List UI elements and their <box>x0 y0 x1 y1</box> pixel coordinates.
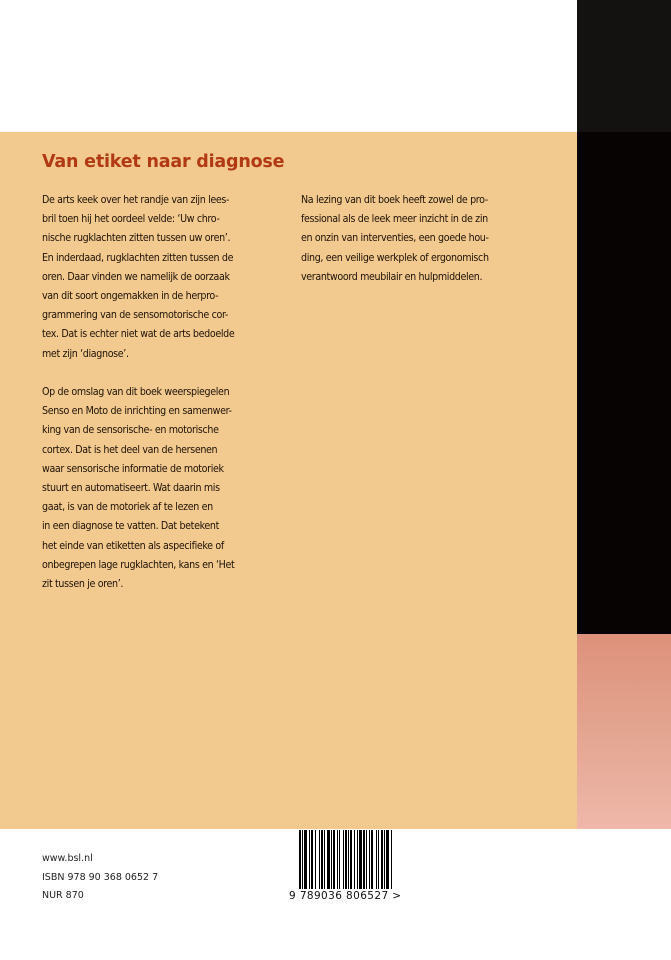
text-line: in een diagnose te vatten. Dat betekent <box>42 520 219 533</box>
text-line: bril toen hij het oordeel velde: ‘Uw chro- <box>42 213 220 226</box>
text-line: king van de sensorische- en motorische <box>42 424 219 437</box>
text-line: onbegrepen lage rugklachten, kans en ‘Het <box>42 558 235 571</box>
text-line: verantwoord meubilair en hulpmiddelen. <box>301 270 483 283</box>
paragraph-2 <box>42 383 292 594</box>
isbn-number: ISBN 978 90 368 0652 7 <box>42 871 159 883</box>
nur-code: NUR 870 <box>42 890 84 901</box>
top-white-area <box>0 0 577 132</box>
publisher-info <box>42 850 158 906</box>
text-line: De arts keek over het randje van zijn lees- <box>42 194 230 206</box>
text-line: Senso en Moto de inrichting en samenwer- <box>42 405 232 418</box>
side-strip-dark-grey <box>577 0 671 132</box>
barcode-digits: 9 789036 806527 > <box>289 890 402 902</box>
paragraph-1 <box>42 191 292 364</box>
text-line: oren. Daar vinden we namelijk de oorzaak <box>42 270 230 283</box>
text-line: tex. Dat is echter niet wat de arts bedoelde <box>42 328 235 341</box>
text-line: cortex. Dat is het deel van de hersenen <box>42 443 218 456</box>
text-line: met zijn ‘diagnose’. <box>42 347 129 360</box>
book-title: Van etiket naar diagnose <box>42 152 285 172</box>
text-line: fessional als de leek meer inzicht in de zin <box>301 213 488 226</box>
text-line: het einde van etiketten als aspecifieke of <box>42 539 224 552</box>
text-line: grammering van de sensomotorische cor- <box>42 309 228 322</box>
side-strip-black <box>577 132 671 634</box>
paragraph-3 <box>301 191 571 287</box>
text-line: nische rugklachten zitten tussen uw oren’. <box>42 232 231 245</box>
text-line: stuurt en automatiseert. Wat daarin mis <box>42 482 220 495</box>
text-line: en onzin van interventies, een goede hou- <box>301 232 489 245</box>
text-line: ding, een veilige werkplek of ergonomisch <box>301 251 489 264</box>
website-link[interactable]: www.bsl.nl <box>42 853 93 864</box>
text-line: zit tussen je oren’. <box>42 578 124 591</box>
text-line: waar sensorische informatie de motoriek <box>42 462 224 475</box>
text-line: Na lezing van dit boek heeft zowel de pro- <box>301 194 488 206</box>
right-text-column <box>301 191 571 306</box>
barcode-image <box>299 830 398 889</box>
text-line: En inderdaad, rugklachten zitten tussen de <box>42 251 234 264</box>
text-line: gaat, is van de motoriek af te lezen en <box>42 501 213 514</box>
text-line: Op de omslag van dit boek weerspiegelen <box>42 386 230 399</box>
text-line: van dit soort ongemakken in de herpro- <box>42 290 219 303</box>
barcode-bar <box>392 830 393 889</box>
left-text-column <box>42 191 292 613</box>
side-strip-pink-gradient <box>577 634 671 829</box>
